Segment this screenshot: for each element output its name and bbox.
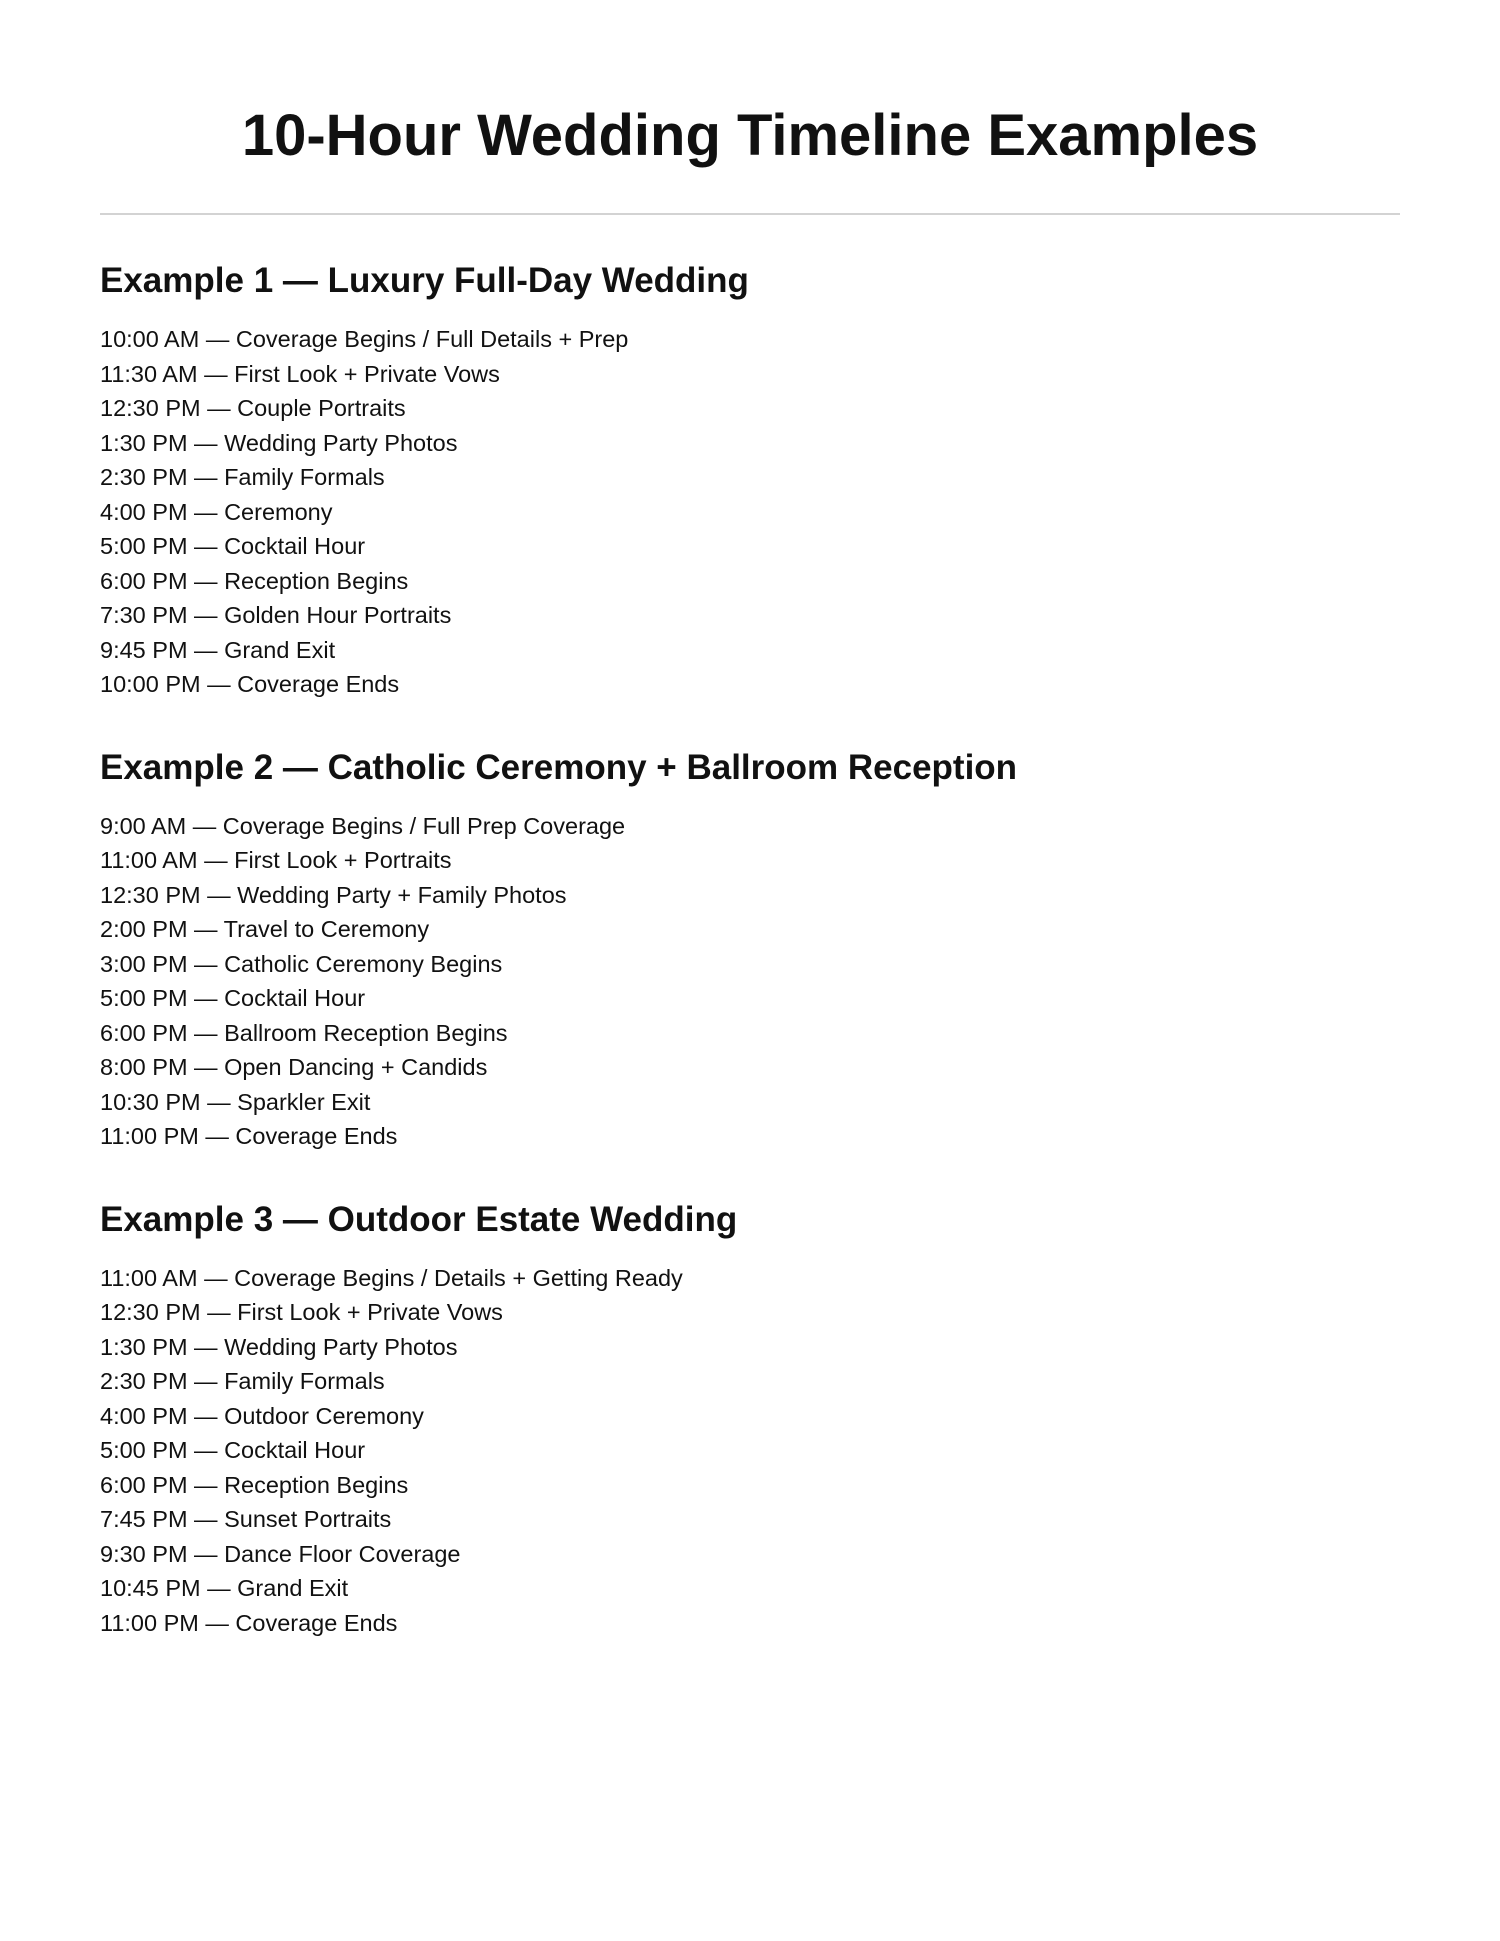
timeline-item: 9:45 PM — Grand Exit xyxy=(100,636,336,663)
timeline-item: 12:30 PM — Couple Portraits xyxy=(100,395,406,421)
timeline-item: 5:00 PM — Cocktail Hour xyxy=(100,533,366,559)
timeline-item: 3:00 PM — Catholic Ceremony Begins xyxy=(100,950,503,977)
timeline-item: 9:00 AM — Coverage Begins / Full Prep Coverage xyxy=(100,812,626,839)
timeline-item: 2:30 PM — Family Formals xyxy=(100,464,385,490)
timeline-item: 10:00 PM — Coverage Ends xyxy=(100,671,400,697)
timeline-item: 1:30 PM — Wedding Party Photos xyxy=(100,1333,458,1360)
section-heading: Example 3 — Outdoor Estate Wedding xyxy=(100,1199,738,1239)
timeline-item: 6:00 PM — Ballroom Reception Begins xyxy=(100,1019,508,1046)
timeline-item: 12:30 PM — First Look + Private Vows xyxy=(100,1299,503,1325)
timeline-item: 6:00 PM — Reception Begins xyxy=(100,1471,409,1498)
page-title: 10-Hour Wedding Timeline Examples xyxy=(241,103,1259,168)
timeline-item: 5:00 PM — Cocktail Hour xyxy=(100,1437,366,1463)
timeline-item: 11:00 PM — Coverage Ends xyxy=(100,1609,398,1636)
timeline-item: 1:30 PM — Wedding Party Photos xyxy=(100,429,458,456)
timeline-item: 12:30 PM — Wedding Party + Family Photos xyxy=(100,881,567,908)
timeline-list xyxy=(100,809,1400,1154)
timeline-item: 10:45 PM — Grand Exit xyxy=(100,1575,349,1601)
timeline-item: 8:00 PM — Open Dancing + Candids xyxy=(100,1054,488,1080)
timeline-item: 10:00 AM — Coverage Begins / Full Details + Prep xyxy=(100,326,629,352)
timeline-item: 10:30 PM — Sparkler Exit xyxy=(100,1088,371,1115)
timeline-item: 7:30 PM — Golden Hour Portraits xyxy=(100,602,452,628)
timeline-item: 7:45 PM — Sunset Portraits xyxy=(100,1506,392,1532)
timeline-section-example-1 xyxy=(100,261,1400,702)
timeline-item: 4:00 PM — Ceremony xyxy=(100,498,333,525)
timeline-item: 11:00 PM — Coverage Ends xyxy=(100,1123,398,1149)
timeline-item: 2:00 PM — Travel to Ceremony xyxy=(100,916,430,942)
section-heading: Example 1 — Luxury Full-Day Wedding xyxy=(100,261,749,300)
timeline-item: 11:00 AM — First Look + Portraits xyxy=(100,847,452,873)
timeline-section-example-2 xyxy=(100,748,1400,1154)
timeline-item: 11:30 AM — First Look + Private Vows xyxy=(100,360,500,387)
title-divider xyxy=(100,213,1400,215)
section-heading: Example 2 — Catholic Ceremony + Ballroom Reception xyxy=(100,747,1018,787)
timeline-item: 5:00 PM — Cocktail Hour xyxy=(100,985,366,1011)
timeline-item: 4:00 PM — Outdoor Ceremony xyxy=(100,1402,424,1429)
timeline-list xyxy=(100,1261,1400,1641)
timeline-item: 2:30 PM — Family Formals xyxy=(100,1368,385,1394)
timeline-item: 11:00 AM — Coverage Begins / Details + Getting Ready xyxy=(100,1264,683,1291)
timeline-item: 6:00 PM — Reception Begins xyxy=(100,567,409,594)
timeline-section-example-3 xyxy=(100,1200,1400,1641)
timeline-item: 9:30 PM — Dance Floor Coverage xyxy=(100,1540,461,1567)
timeline-list xyxy=(100,322,1400,702)
